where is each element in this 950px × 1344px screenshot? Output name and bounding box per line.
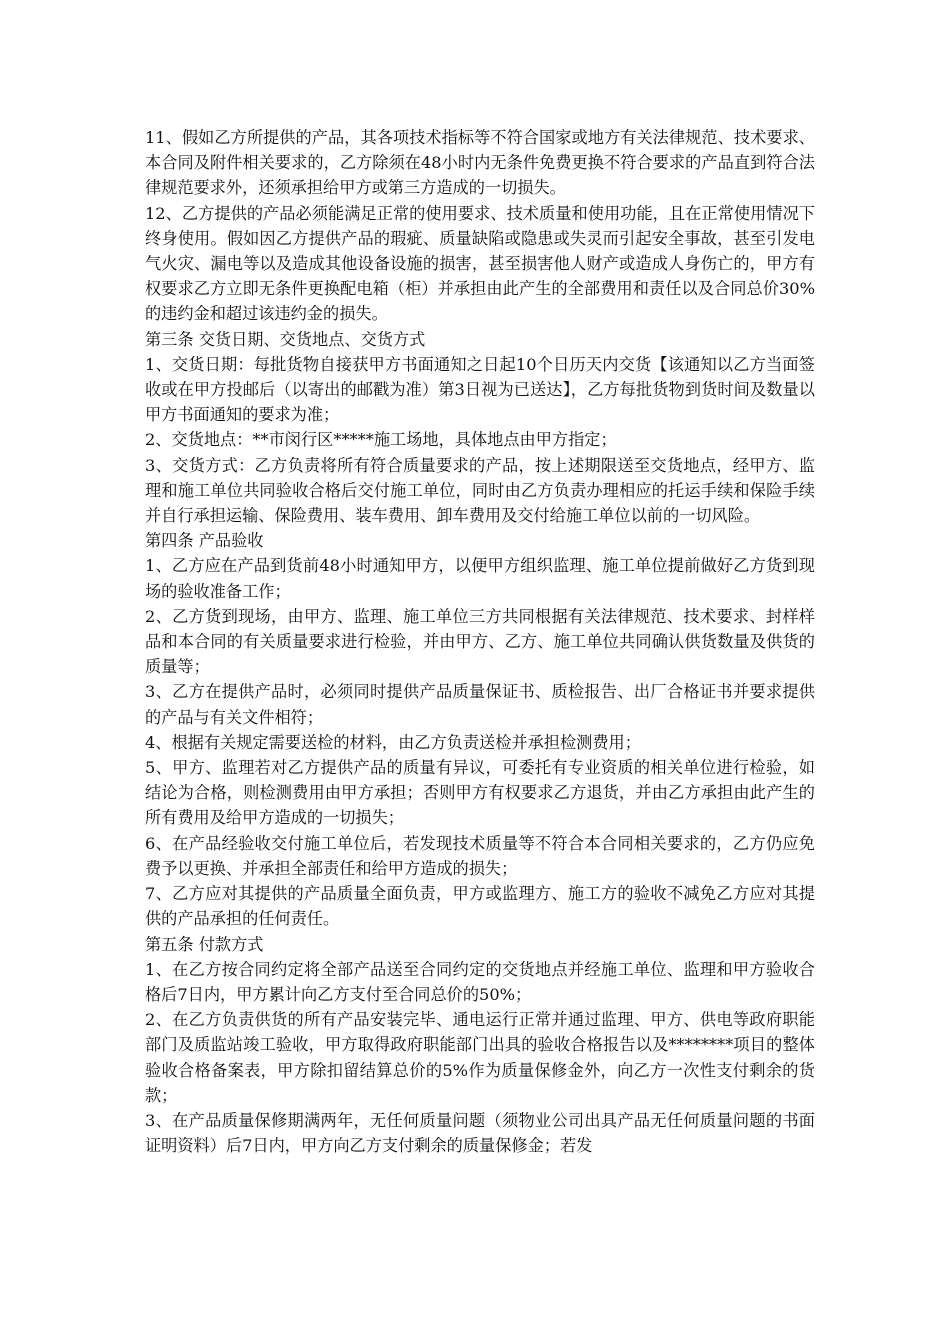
paragraph-delivery-method: 3、交货方式：乙方负责将所有符合质量要求的产品，按上述期限送至交货地点，经甲方、监理和施工单位共同验收合格后交付施工单位，同时由乙方负责办理相应的托运手续和保险手续并自行承担运输、保险费用、装车费用、卸车费用及交付给施工单位以前的一切风险。 xyxy=(145,455,815,526)
paragraph-acceptance-2: 2、乙方货到现场，由甲方、监理、施工单位三方共同根据有关法律规范、技术要求、封样样品和本合同的有关质量要求进行检验，并由甲方、乙方、施工单位共同确认供货数量及供货的质量等； xyxy=(145,606,815,677)
paragraph-payment-1: 1、在乙方按合同约定将全部产品送至合同约定的交货地点并经施工单位、监理和甲方验收合格后7日内，甲方累计向乙方支付至合同总价的50%； xyxy=(145,959,815,1004)
paragraph-acceptance-1: 1、乙方应在产品到货前48小时通知甲方，以便甲方组织监理、施工单位提前做好乙方货到现场的验收准备工作； xyxy=(145,556,815,601)
section-heading-article-5: 第五条 付款方式 xyxy=(145,934,264,954)
paragraph-acceptance-6: 6、在产品经验收交付施工单位后，若发现技术质量等不符合本合同相关要求的，乙方仍应免费予以更换、并承担全部责任和给甲方造成的损失； xyxy=(145,833,815,878)
paragraph-acceptance-7: 7、乙方应对其提供的产品质量全面负责，甲方或监理方、施工方的验收不减免乙方应对其提供的产品承担的任何责任。 xyxy=(145,884,815,929)
paragraph-delivery-date: 1、交货日期：每批货物自接获甲方书面通知之日起10个日历天内交货【该通知以乙方当面签收或在甲方投邮后（以寄出的邮戳为准）第3日视为已送达】，乙方每批货物到货时间及数量以甲方书面通知的要求为准； xyxy=(145,354,815,425)
paragraph-payment-2: 2、在乙方负责供货的所有产品安装完毕、通电运行正常并通过监理、甲方、供电等政府职能部门及质监站竣工验收，甲方取得政府职能部门出具的验收合格报告以及********项目的整体验收合格备案表，甲方除扣留结算总价的5%作为质量保修金外，向乙方一次性支付剩余的货款； xyxy=(145,1010,815,1105)
paragraph-acceptance-5: 5、甲方、监理若对乙方提供产品的质量有异议，可委托有专业资质的相关单位进行检验，如结论为合格，则检测费用由甲方承担；否则甲方有权要求乙方退货，并由乙方承担由此产生的所有费用及给甲方造成的一切损失； xyxy=(145,758,815,828)
section-heading-article-4: 第四条 产品验收 xyxy=(145,531,264,551)
paragraph-clause-11: 11、假如乙方所提供的产品，其各项技术指标等不符合国家或地方有关法律规范、技术要求、本合同及附件相关要求的，乙方除须在48小时内无条件免费更换不符合要求的产品直到符合法律规范要求外，还须承担给甲方或第三方造成的一切损失。 xyxy=(145,128,815,198)
paragraph-acceptance-4: 4、根据有关规定需要送检的材料，由乙方负责送检并承担检测费用； xyxy=(145,732,641,752)
document-body xyxy=(145,125,815,1158)
section-heading-article-3: 第三条 交货日期、交货地点、交货方式 xyxy=(145,329,426,349)
paragraph-payment-3: 3、在产品质量保修期满两年，无任何质量问题（须物业公司出具产品无任何质量问题的书面证明资料）后7日内，甲方向乙方支付剩余的质量保修金；若发 xyxy=(145,1110,815,1156)
paragraph-clause-12: 12、乙方提供的产品必须能满足正常的使用要求、技术质量和使用功能，且在正常使用情况下终身使用。假如因乙方提供产品的瑕疵、质量缺陷或隐患或失灵而引起安全事故，甚至引发电气火灾、漏电等以及造成其他设备设施的损害，甚至损害他人财产或造成人身伤亡的，甲方有权要求乙方立即无条件更换配电箱（柜）并承担由此产生的全部费用和责任以及合同总价30%的违约金和超过该违约金的损失。 xyxy=(145,203,815,324)
paragraph-acceptance-3: 3、乙方在提供产品时，必须同时提供产品质量保证书、质检报告、出厂合格证书并要求提供的产品与有关文件相符； xyxy=(145,682,815,727)
paragraph-delivery-location: 2、交货地点：**市闵行区*****施工场地，具体地点由甲方指定； xyxy=(145,430,617,450)
